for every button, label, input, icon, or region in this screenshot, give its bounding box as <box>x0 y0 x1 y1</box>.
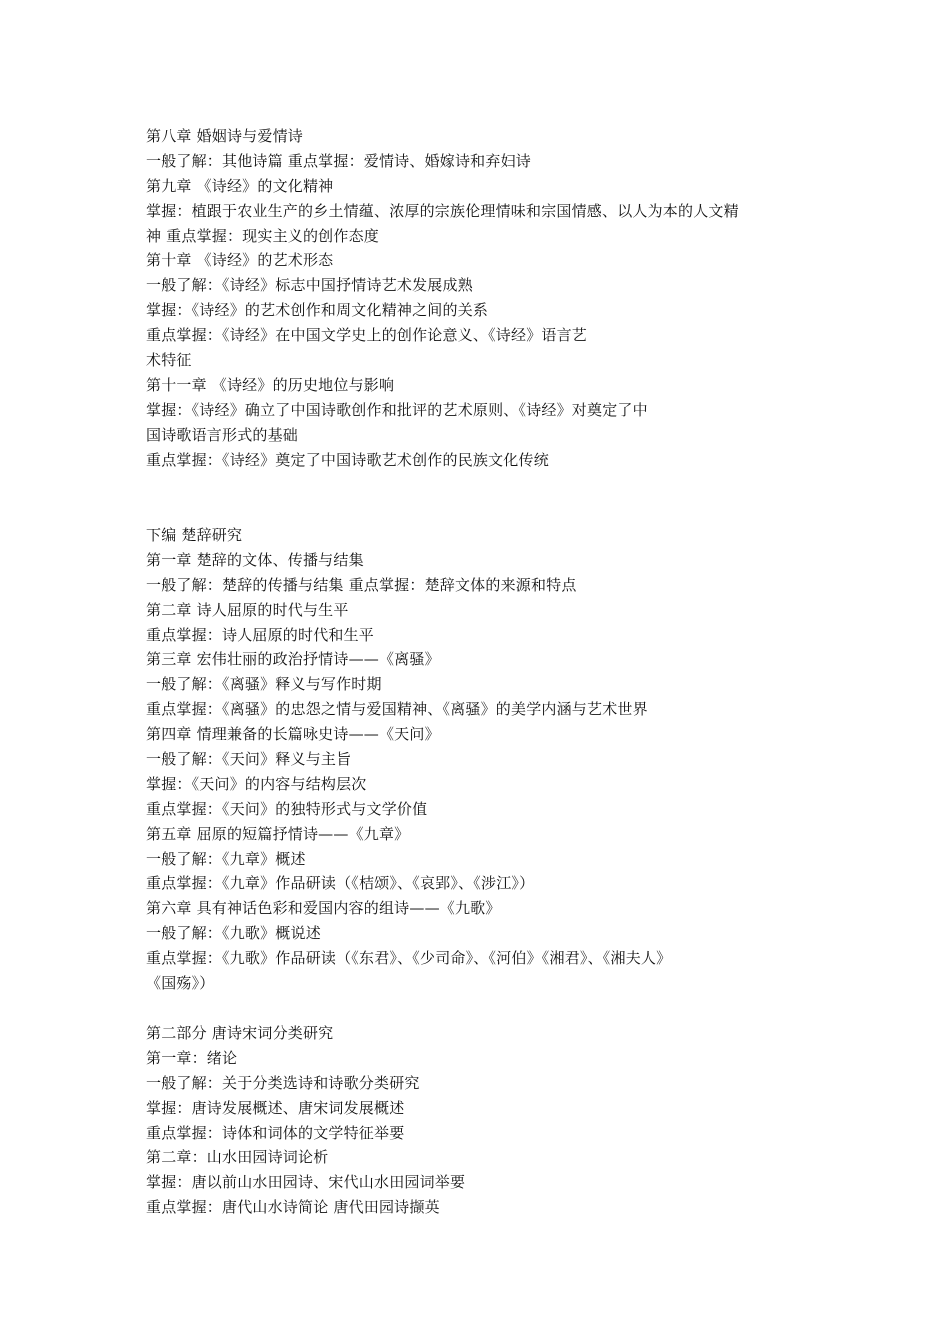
requirement-line: 一般了解：《九歌》概说述 <box>146 924 321 943</box>
requirement-line: 掌握：《诗经》的艺术创作和周文化精神之间的关系 <box>146 301 489 320</box>
requirement-line: 掌握：唐以前山水田园诗、宋代山水田园词举要 <box>146 1173 466 1192</box>
section-shijing-chapters <box>146 124 816 472</box>
requirement-line: 重点掌握：诗人屈原的时代和生平 <box>146 625 375 644</box>
chapter-heading: 第十一章 《诗经》的历史地位与影响 <box>146 375 395 394</box>
part-heading: 第二部分 唐诗宋词分类研究 <box>146 1024 334 1042</box>
chapter-heading: 第二章：山水田园诗词论析 <box>146 1148 329 1167</box>
requirement-line: 重点掌握：唐代山水诗简论 唐代田园诗撷英 <box>146 1198 440 1217</box>
chapter-heading: 第一章 楚辞的文体、传播与结集 <box>146 550 364 569</box>
requirement-line: 一般了解：《诗经》标志中国抒情诗艺术发展成熟 <box>146 276 473 295</box>
chapter-heading: 第一章：绪论 <box>146 1048 238 1067</box>
requirement-line: 掌握：《天问》的内容与结构层次 <box>146 774 367 793</box>
requirement-line: 《国殇》） <box>146 974 215 993</box>
chapter-heading: 第四章 情理兼备的长篇咏史诗——《天问》 <box>146 725 440 744</box>
requirement-line: 重点掌握：《天问》的独特形式与文学价值 <box>146 799 428 818</box>
part-heading: 下编 楚辞研究 <box>146 526 243 544</box>
chapter-heading: 第五章 屈原的短篇抒情诗——《九章》 <box>146 824 410 843</box>
requirement-line: 一般了解：《天问》释义与主旨 <box>146 750 352 769</box>
chapter-heading: 第八章 婚姻诗与爱情诗 <box>146 127 303 145</box>
requirement-line: 掌握：《诗经》确立了中国诗歌创作和批评的艺术原则、《诗经》对奠定了中 <box>146 400 648 419</box>
chapter-heading: 第六章 具有神话色彩和爱国内容的组诗——《九歌》 <box>146 899 501 918</box>
chapter-heading: 第九章 《诗经》的文化精神 <box>146 176 334 195</box>
requirement-line: 一般了解：其他诗篇 重点掌握：爱情诗、婚嫁诗和弃妇诗 <box>146 151 531 170</box>
chapter-heading: 第二章 诗人屈原的时代与生平 <box>146 600 349 619</box>
requirement-line: 重点掌握：《诗经》在中国文学史上的创作论意义、《诗经》语言艺 <box>146 326 588 345</box>
requirement-line: 术特征 <box>146 351 192 370</box>
requirement-line: 一般了解：关于分类选诗和诗歌分类研究 <box>146 1073 420 1092</box>
requirement-line: 神 重点掌握：现实主义的创作态度 <box>146 226 379 245</box>
requirement-line: 重点掌握：诗体和词体的文学特征举要 <box>146 1123 405 1142</box>
requirement-line: 重点掌握：《诗经》奠定了中国诗歌艺术创作的民族文化传统 <box>146 450 549 469</box>
requirement-line: 一般了解：《离骚》释义与写作时期 <box>146 675 382 694</box>
chapter-heading: 第三章 宏伟壮丽的政治抒情诗——《离骚》 <box>146 650 440 669</box>
requirement-line: 掌握：植跟于农业生产的乡土情蕴、浓厚的宗族伦理情味和宗国情感、以人为本的人文精 <box>146 201 739 220</box>
requirement-line: 一般了解：楚辞的传播与结集 重点掌握：楚辞文体的来源和特点 <box>146 575 577 594</box>
requirement-line: 重点掌握：《离骚》的忠怨之情与爱国精神、《离骚》的美学内涵与艺术世界 <box>146 700 648 719</box>
section-tang-song <box>146 1021 816 1220</box>
requirement-line: 国诗歌语言形式的基础 <box>146 425 299 444</box>
requirement-line: 重点掌握：《九章》作品研读（《桔颂》、《哀郢》、《涉江》） <box>146 874 535 893</box>
requirement-line: 掌握：唐诗发展概述、唐宋词发展概述 <box>146 1098 405 1117</box>
section-chuci <box>146 523 816 996</box>
requirement-line: 重点掌握：《九歌》作品研读（《东君》、《少司命》、《河伯》《湘君》、《湘夫人》 <box>146 949 672 968</box>
requirement-line: 一般了解：《九章》概述 <box>146 849 306 868</box>
chapter-heading: 第十章 《诗经》的艺术形态 <box>146 251 334 270</box>
